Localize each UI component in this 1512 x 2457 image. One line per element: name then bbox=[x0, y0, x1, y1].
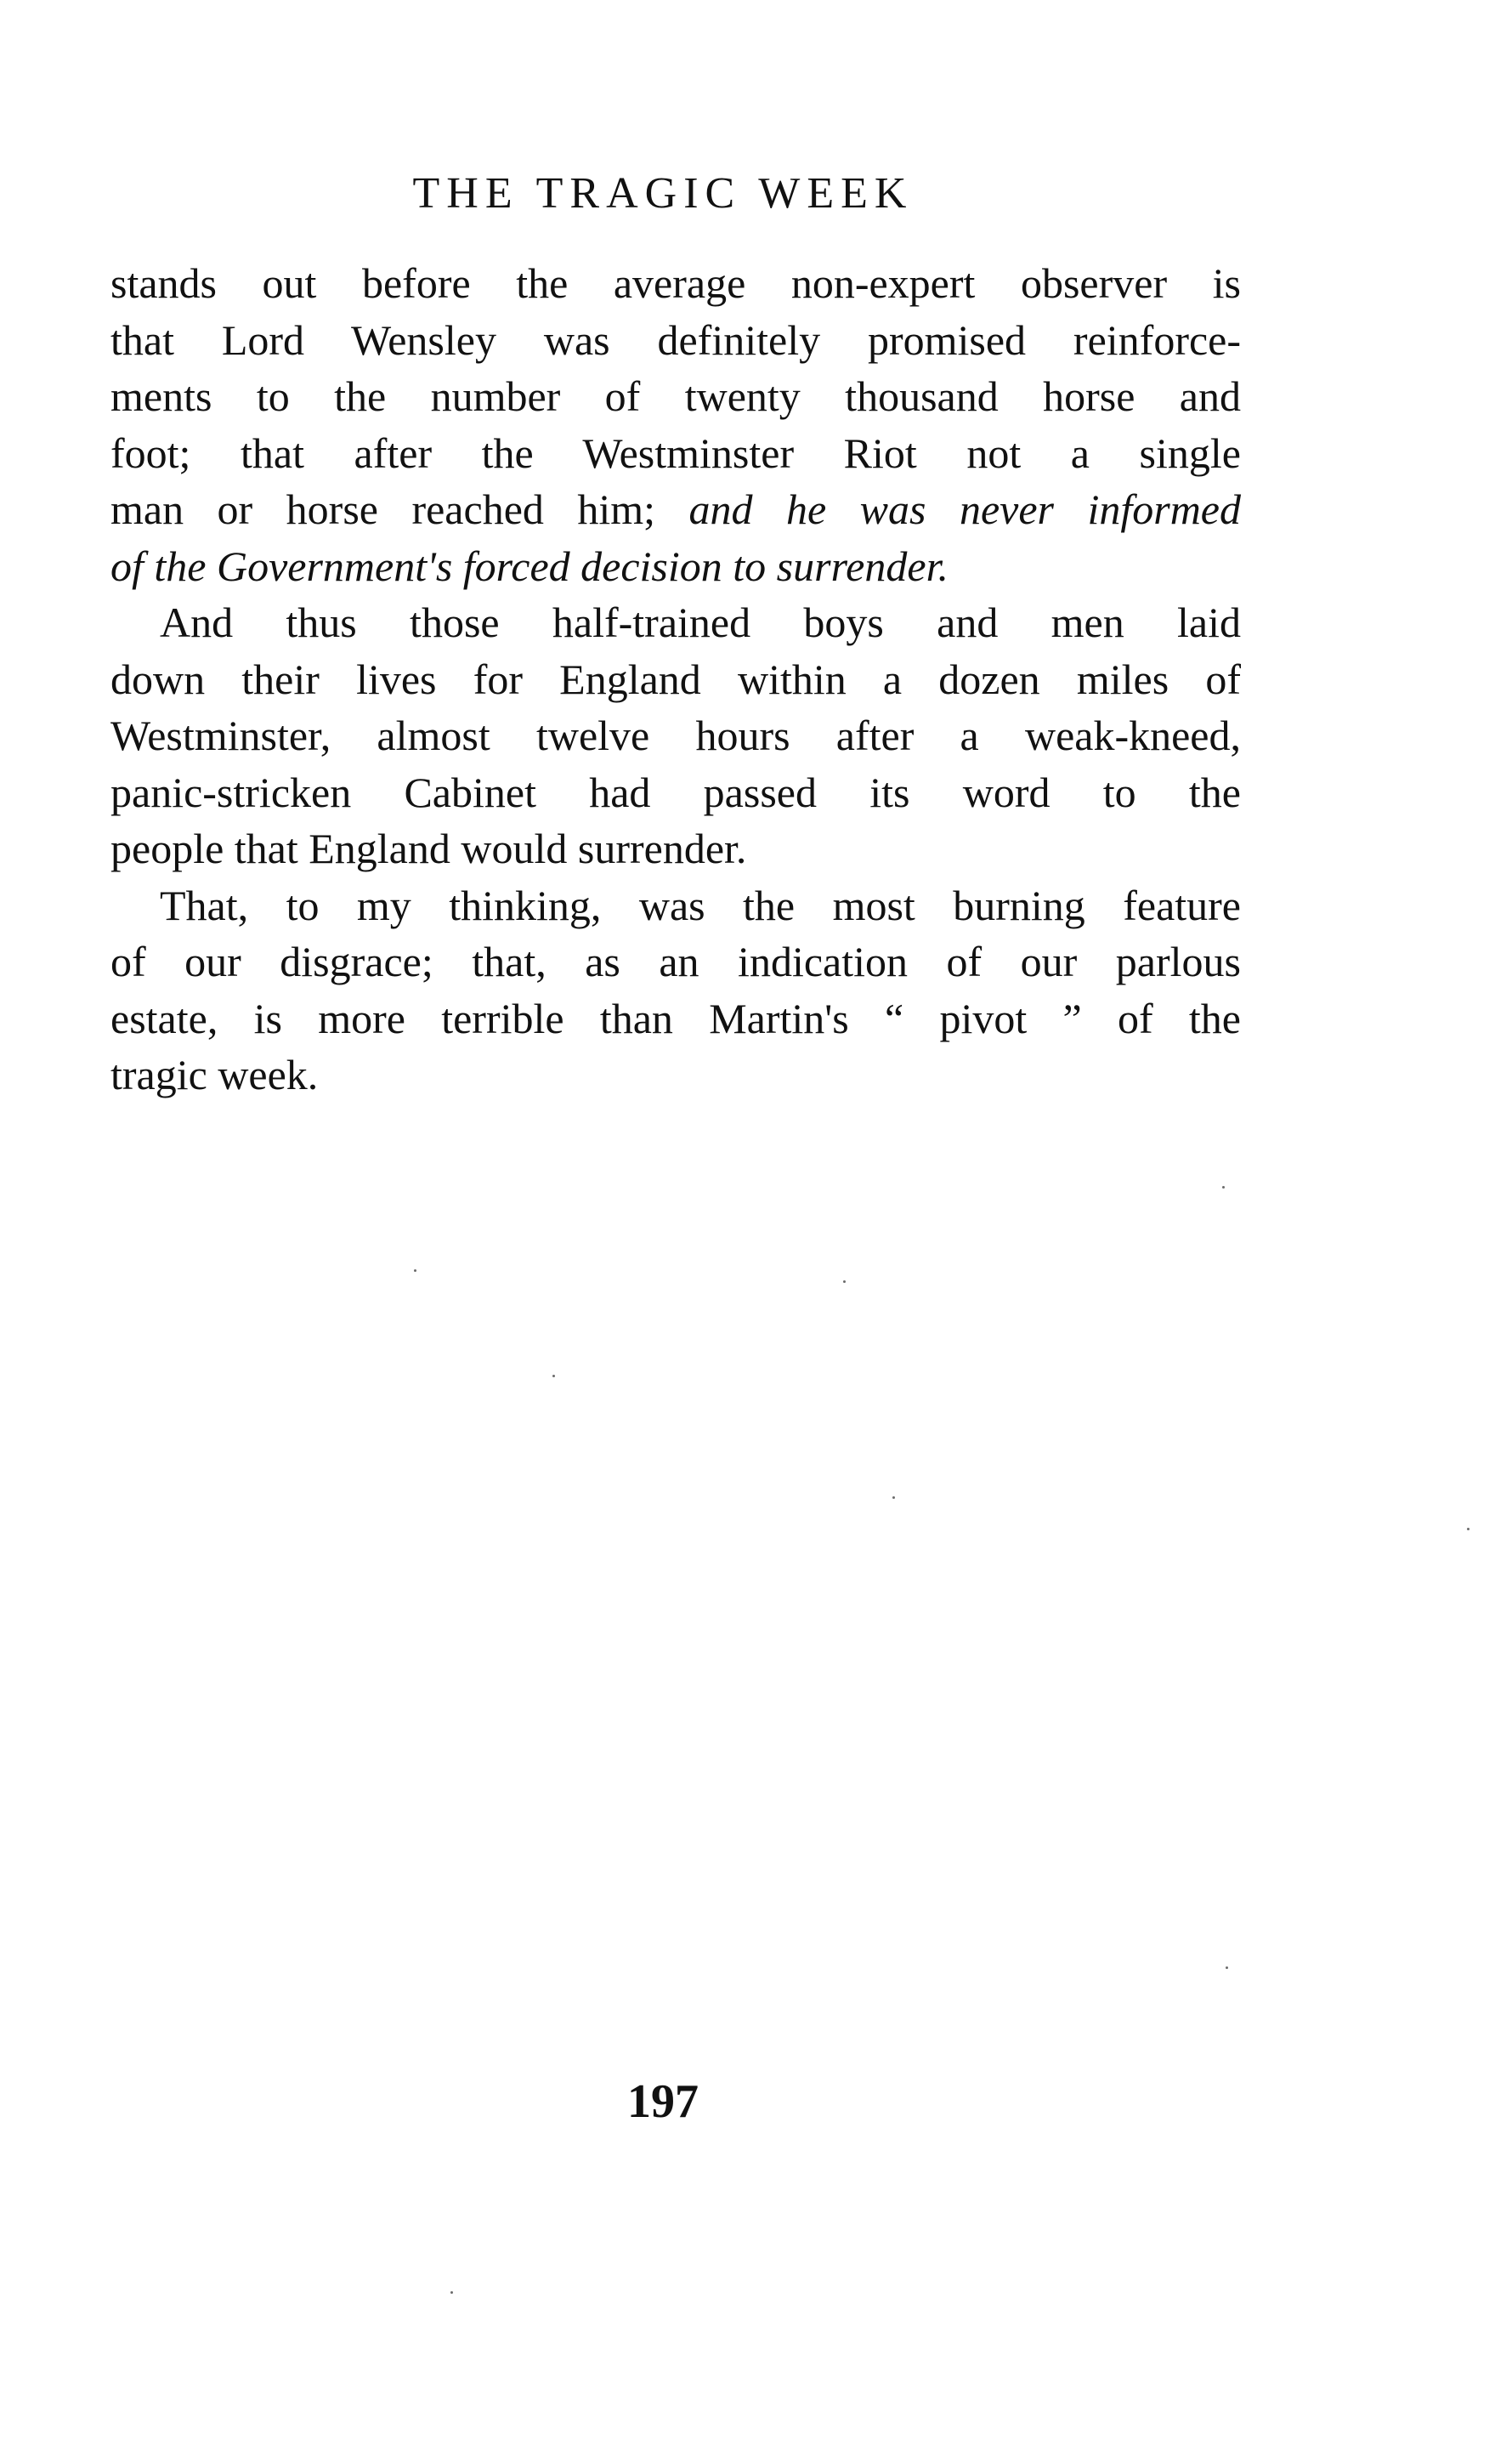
text-line: stands out before the average non-expert observer is bbox=[110, 259, 1241, 307]
scan-speck bbox=[1467, 1528, 1470, 1530]
text-line: that Lord Wensley was definitely promised reinforce- bbox=[110, 315, 1241, 364]
italic-text-segment: of the Government's forced decision to surrender. bbox=[110, 542, 949, 590]
scan-speck bbox=[892, 1496, 895, 1499]
text-line bbox=[110, 538, 1241, 595]
paragraph-first-line: That, to my thinking, was the most burning feature bbox=[160, 881, 1241, 929]
text-line: ments to the number of twenty thousand horse and bbox=[110, 372, 1241, 420]
body-text bbox=[110, 255, 1241, 1104]
scan-speck bbox=[1226, 1966, 1228, 1969]
scan-speck bbox=[1222, 1186, 1225, 1189]
text-line: people that England would surrender. bbox=[110, 825, 747, 872]
text-line: tragic week. bbox=[110, 1051, 319, 1098]
text-line bbox=[110, 481, 1241, 538]
page-number: 197 bbox=[627, 2075, 699, 2128]
scan-speck bbox=[414, 1269, 416, 1272]
running-head: THE TRAGIC WEEK bbox=[412, 169, 914, 218]
text-line: panic-stricken Cabinet had passed its word to the bbox=[110, 768, 1241, 816]
scan-speck bbox=[843, 1280, 846, 1283]
text-line: estate, is more terrible than Martin's “ pivot ” of the bbox=[110, 994, 1241, 1042]
scan-speck bbox=[552, 1375, 555, 1377]
text-line: of our disgrace; that, as an indication of our parlous bbox=[110, 938, 1241, 985]
text-line: down their lives for England within a dozen miles of bbox=[110, 655, 1241, 703]
text-segment: man or horse reached him; bbox=[110, 485, 689, 533]
scan-speck bbox=[450, 2291, 453, 2294]
italic-text-segment: and he was never informed bbox=[688, 485, 1241, 533]
paragraph-first-line: And thus those half-trained boys and men laid bbox=[160, 599, 1241, 646]
text-line: foot; that after the Westminster Riot not a single bbox=[110, 428, 1241, 477]
text-line: Westminster, almost twelve hours after a weak-kneed, bbox=[110, 712, 1241, 759]
